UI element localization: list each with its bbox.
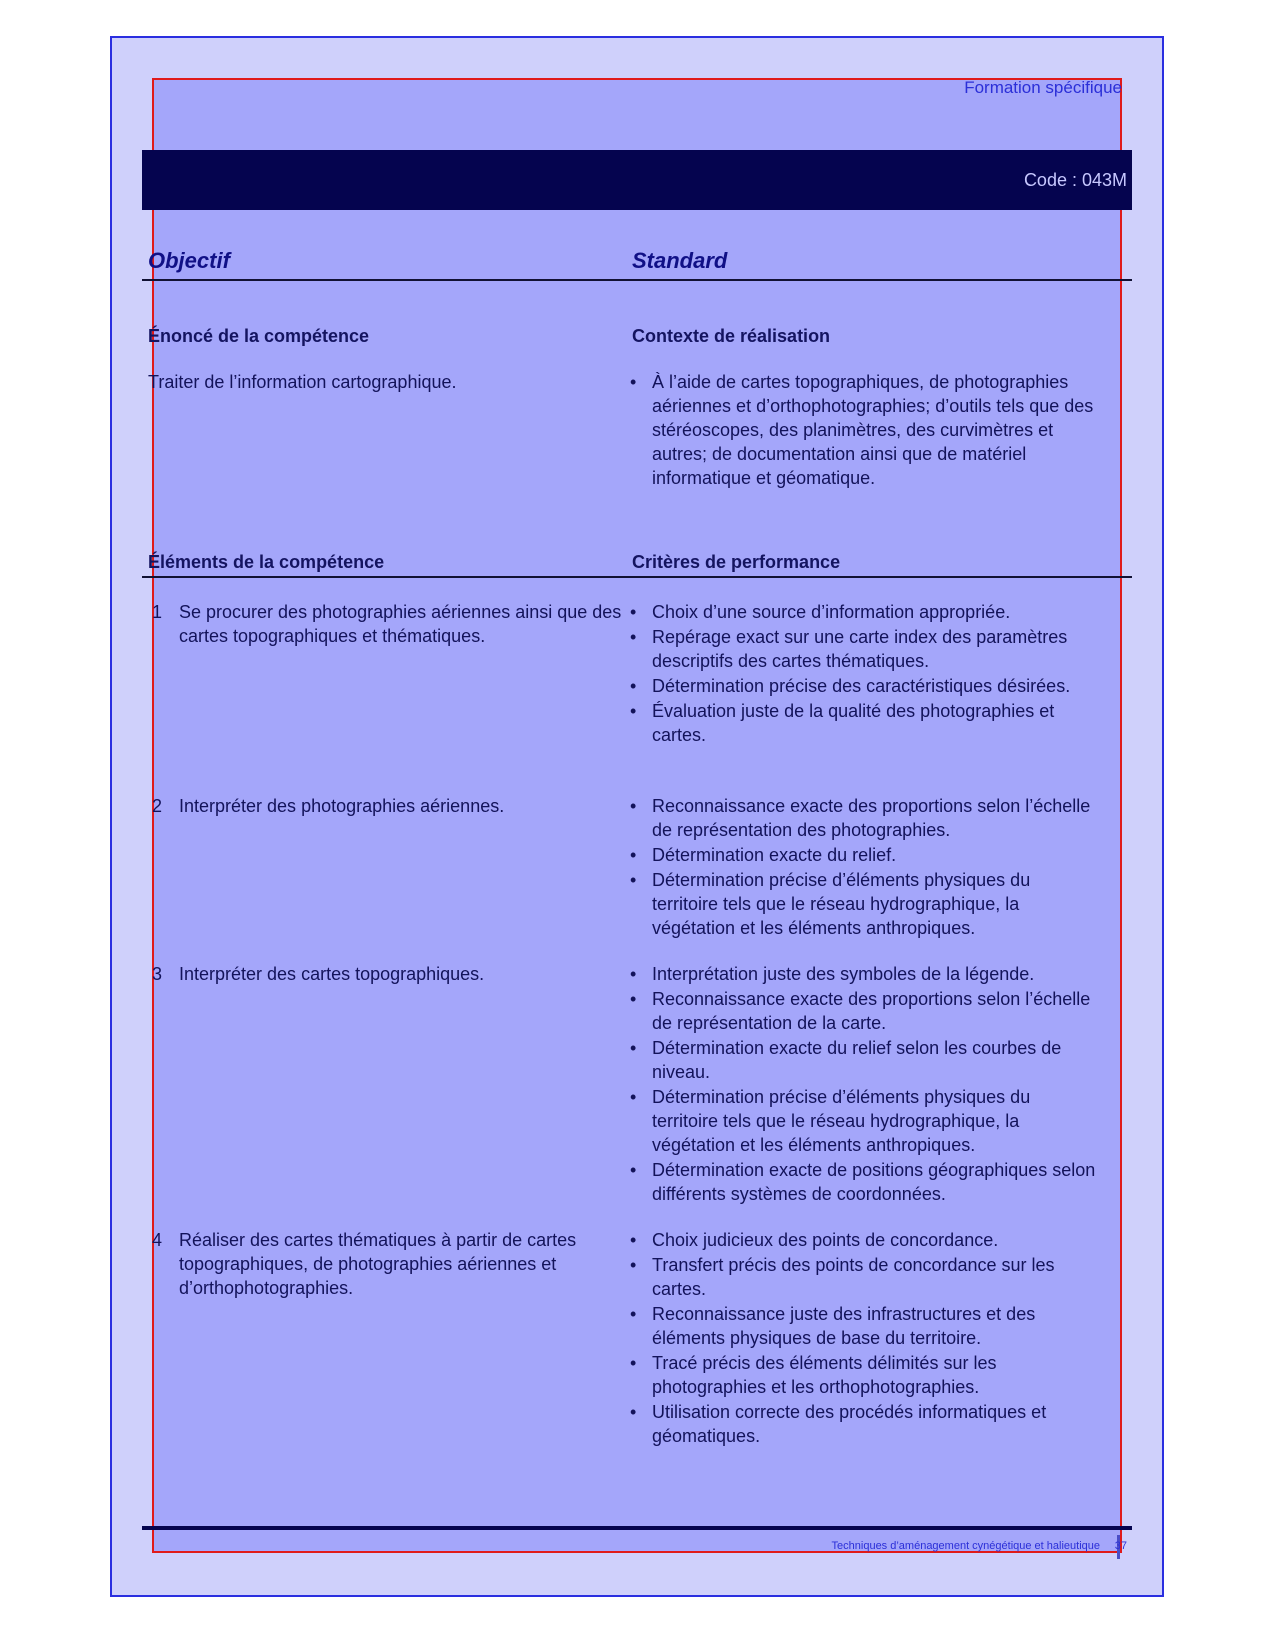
criterion: • Repérage exact sur une carte index des paramètres descriptifs des cartes thématiques. — [630, 625, 1100, 673]
element-text: Se procurer des photographies aériennes ainsi que des cartes topographiques et thématiques. — [179, 602, 622, 646]
criterion: • Reconnaissance exacte des proportions selon l’échelle de représentation de la carte. — [630, 987, 1100, 1035]
context-heading: Contexte de réalisation — [632, 326, 831, 346]
criterion: • Interprétation juste des symboles de la légende. — [630, 962, 1100, 986]
competence-heading: Énoncé de la compétence — [148, 326, 370, 346]
context-item: • À l’aide de cartes topographiques, de photographies aériennes et d’orthophotographies; d’outils tels que des stéréoscopes, des planimètres, des curvimètres et autres; de documentation ainsi que de matériel informatique et géomatique. — [630, 370, 1100, 490]
criteria-heading: Critères de performance — [632, 552, 841, 572]
element-number: 4 — [152, 1230, 163, 1250]
criterion: • Évaluation juste de la qualité des photographies et cartes. — [630, 699, 1100, 747]
criterion: • Détermination précise d’éléments physiques du territoire tels que le réseau hydrographique, la végétation et les éléments anthropiques. — [630, 1085, 1100, 1157]
element-number: 2 — [152, 796, 163, 816]
divider — [142, 576, 1132, 578]
criteria-list — [630, 600, 1100, 748]
header-band — [142, 150, 1132, 210]
element-number: 3 — [152, 964, 163, 984]
competence-element — [152, 794, 622, 818]
competence-element — [152, 600, 622, 648]
criterion: • Reconnaissance juste des infrastructures et des éléments physiques de base du territoire. — [630, 1302, 1100, 1350]
elements-heading: Éléments de la compétence — [148, 552, 385, 572]
element-text: Réaliser des cartes thématiques à partir de cartes topographiques, de photographies aériennes et d’orthophotographies. — [179, 1230, 577, 1298]
criteria-list — [630, 962, 1100, 1207]
column-heading-objective: Objectif — [148, 248, 230, 273]
criterion: • Reconnaissance exacte des proportions selon l’échelle de représentation des photographies. — [630, 794, 1100, 842]
divider — [142, 279, 1132, 281]
element-number: 1 — [152, 602, 163, 622]
criteria-list — [630, 1228, 1100, 1449]
criterion: • Utilisation correcte des procédés informatiques et géomatiques. — [630, 1400, 1100, 1448]
footer-program: Techniques d’aménagement cynégétique et halieutique — [831, 1540, 1100, 1552]
section-label: Formation spécifique — [964, 78, 1122, 97]
competency-code: Code : 043M — [1023, 170, 1127, 190]
criterion: • Détermination exacte du relief selon les courbes de niveau. — [630, 1036, 1100, 1084]
criterion: • Choix d’une source d’information appropriée. — [630, 600, 1100, 624]
competence-statement: Traiter de l’information cartographique. — [148, 372, 457, 392]
criteria-list — [630, 794, 1100, 941]
page-number: 37 — [1114, 1540, 1127, 1552]
element-text: Interpréter des cartes topographiques. — [179, 964, 485, 984]
criterion: • Choix judicieux des points de concordance. — [630, 1228, 1100, 1252]
column-heading-standard: Standard — [632, 248, 728, 273]
criterion: • Détermination précise des caractéristiques désirées. — [630, 674, 1100, 698]
element-text: Interpréter des photographies aériennes. — [179, 796, 505, 816]
context-list — [630, 370, 1100, 491]
criterion: • Détermination précise d’éléments physiques du territoire tels que le réseau hydrographique, la végétation et les éléments anthropiques. — [630, 868, 1100, 940]
footer-rule — [142, 1526, 1132, 1530]
criterion: • Détermination exacte du relief. — [630, 843, 1100, 867]
criterion: • Détermination exacte de positions géographiques selon différents systèmes de coordonnées. — [630, 1158, 1100, 1206]
competence-element — [152, 1228, 622, 1300]
criterion: • Transfert précis des points de concordance sur les cartes. — [630, 1253, 1100, 1301]
competence-element — [152, 962, 622, 986]
criterion: • Tracé précis des éléments délimités sur les photographies et les orthophotographies. — [630, 1351, 1100, 1399]
